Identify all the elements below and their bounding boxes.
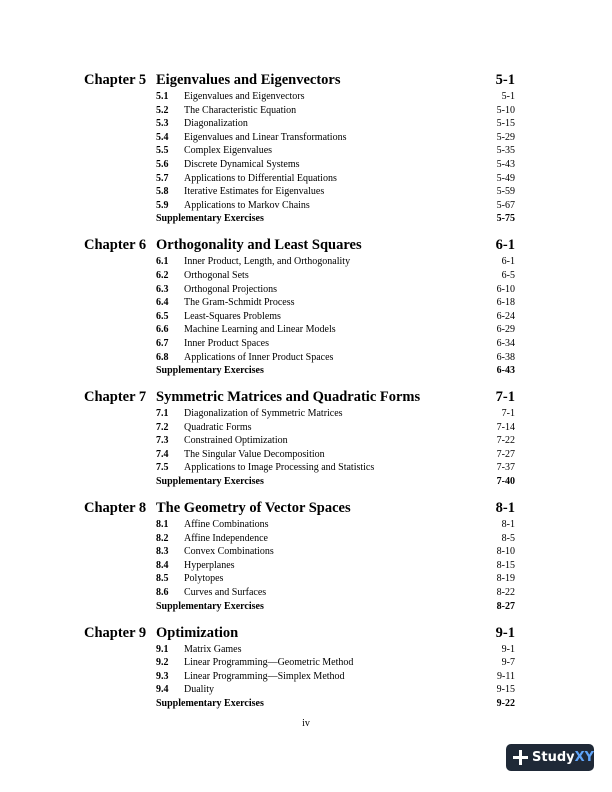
section-number: 8.2 xyxy=(156,532,169,544)
section-page-number: 6-10 xyxy=(496,283,515,295)
supplementary-exercises-entry xyxy=(84,475,515,489)
section-number: 9.3 xyxy=(156,670,169,682)
section-title: Orthogonal Sets xyxy=(184,269,249,281)
section-title: Duality xyxy=(184,684,214,696)
section-title: Applications to Markov Chains xyxy=(184,199,310,211)
studyxy-watermark xyxy=(506,744,594,771)
supplementary-exercises-title: Supplementary Exercises xyxy=(156,698,264,709)
chapter-label: Chapter 9 xyxy=(84,624,147,641)
section-page-number: 7-14 xyxy=(496,421,515,433)
section-number: 6.3 xyxy=(156,283,169,295)
chapter-heading xyxy=(84,623,515,643)
section-title: Convex Combinations xyxy=(184,546,274,558)
chapter-page-number: 8-1 xyxy=(495,500,515,517)
section-page-number: 6-24 xyxy=(496,310,515,322)
section-number: 8.3 xyxy=(156,546,169,558)
section-title: Least-Squares Problems xyxy=(184,310,281,322)
section-entry xyxy=(84,670,515,684)
section-number: 6.6 xyxy=(156,324,169,336)
table-of-contents xyxy=(84,70,515,720)
watermark-brand: Study xyxy=(532,750,575,765)
section-entry xyxy=(84,296,515,310)
section-page-number: 5-49 xyxy=(496,172,515,184)
section-entry xyxy=(84,323,515,337)
chapter-heading xyxy=(84,498,515,518)
chapter-title: Optimization xyxy=(156,624,239,641)
section-page-number: 7-27 xyxy=(496,448,515,460)
section-title: Inner Product, Length, and Orthogonality xyxy=(184,256,351,268)
chapter-page-number: 7-1 xyxy=(495,389,515,406)
supplementary-exercises-page-number: 6-43 xyxy=(496,365,515,377)
section-title: The Characteristic Equation xyxy=(184,104,297,116)
section-entry xyxy=(84,643,515,657)
section-number: 6.7 xyxy=(156,337,169,349)
section-page-number: 5-1 xyxy=(501,91,515,102)
section-number: 5.1 xyxy=(156,91,169,102)
section-entry xyxy=(84,90,515,104)
section-list xyxy=(84,90,515,212)
section-title: Applications to Differential Equations xyxy=(184,172,337,184)
section-page-number: 7-1 xyxy=(501,408,515,420)
supplementary-exercises-page-number: 9-22 xyxy=(496,698,515,709)
chapter-heading xyxy=(84,235,515,255)
supplementary-exercises-entry xyxy=(84,212,515,226)
chapter-page-number: 9-1 xyxy=(495,624,515,641)
section-page-number: 5-10 xyxy=(496,104,515,116)
section-number: 7.3 xyxy=(156,435,169,447)
supplementary-exercises-title: Supplementary Exercises xyxy=(156,600,264,612)
section-page-number: 8-1 xyxy=(501,519,515,531)
chapter-label: Chapter 6 xyxy=(84,237,147,254)
supplementary-exercises-title: Supplementary Exercises xyxy=(156,365,264,377)
watermark-brand-accent: XY xyxy=(574,750,595,765)
section-title: The Singular Value Decomposition xyxy=(184,448,325,460)
section-title: Linear Programming—Simplex Method xyxy=(184,670,345,682)
section-list xyxy=(84,407,515,475)
section-number: 9.2 xyxy=(156,657,169,669)
section-list xyxy=(84,643,515,697)
chapter-block xyxy=(84,70,515,226)
supplementary-exercises-title: Supplementary Exercises xyxy=(156,213,264,225)
section-entry xyxy=(84,559,515,573)
section-title: Hyperplanes xyxy=(184,559,235,571)
section-entry xyxy=(84,683,515,697)
section-title: Complex Eigenvalues xyxy=(184,145,273,157)
plus-icon xyxy=(513,750,528,765)
section-page-number: 9-7 xyxy=(501,657,515,669)
section-entry xyxy=(84,586,515,600)
section-entry xyxy=(84,310,515,324)
section-title: Machine Learning and Linear Models xyxy=(184,324,336,336)
section-entry xyxy=(84,448,515,462)
section-title: Constrained Optimization xyxy=(184,435,288,447)
chapter-label: Chapter 7 xyxy=(84,389,147,406)
section-number: 8.5 xyxy=(156,573,169,585)
section-number: 5.6 xyxy=(156,158,169,170)
section-page-number: 8-15 xyxy=(496,559,515,571)
section-page-number: 6-38 xyxy=(496,351,515,363)
section-page-number: 8-19 xyxy=(496,573,515,585)
section-entry xyxy=(84,421,515,435)
section-number: 5.8 xyxy=(156,186,169,198)
section-entry xyxy=(84,104,515,118)
section-entry xyxy=(84,199,515,213)
section-page-number: 5-67 xyxy=(496,199,515,211)
section-list xyxy=(84,255,515,364)
section-title: Curves and Surfaces xyxy=(184,587,267,599)
section-title: Eigenvalues and Eigenvectors xyxy=(184,91,305,102)
section-page-number: 6-18 xyxy=(496,297,515,309)
chapter-title: Eigenvalues and Eigenvectors xyxy=(156,72,341,88)
section-title: Quadratic Forms xyxy=(184,421,252,433)
section-entry xyxy=(84,461,515,475)
section-entry xyxy=(84,532,515,546)
chapter-page-number: 6-1 xyxy=(495,237,515,254)
supplementary-exercises-page-number: 5-75 xyxy=(496,213,515,225)
section-title: Linear Programming—Geometric Method xyxy=(184,657,354,669)
section-number: 9.4 xyxy=(156,684,169,696)
section-number: 8.1 xyxy=(156,519,169,531)
chapter-heading xyxy=(84,70,515,90)
section-page-number: 8-22 xyxy=(496,587,515,599)
section-number: 6.4 xyxy=(156,297,169,309)
section-number: 6.1 xyxy=(156,256,169,268)
section-title: Matrix Games xyxy=(184,643,242,655)
section-number: 8.6 xyxy=(156,587,169,599)
section-page-number: 8-5 xyxy=(501,532,515,544)
section-number: 5.3 xyxy=(156,118,169,130)
section-number: 5.7 xyxy=(156,172,169,184)
section-page-number: 9-11 xyxy=(497,670,515,682)
section-number: 5.9 xyxy=(156,199,169,211)
section-entry xyxy=(84,144,515,158)
supplementary-exercises-entry xyxy=(84,697,515,711)
chapter-heading xyxy=(84,387,515,407)
section-number: 5.5 xyxy=(156,145,169,157)
section-number: 7.1 xyxy=(156,408,169,420)
supplementary-exercises-page-number: 8-27 xyxy=(496,600,515,612)
section-entry xyxy=(84,255,515,269)
section-entry xyxy=(84,158,515,172)
section-title: Polytopes xyxy=(184,573,224,585)
section-title: Applications to Image Processing and Statistics xyxy=(184,462,375,474)
section-entry xyxy=(84,407,515,421)
section-page-number: 6-29 xyxy=(496,324,515,336)
page-number: iv xyxy=(302,718,310,729)
section-entry xyxy=(84,117,515,131)
section-page-number: 9-1 xyxy=(501,643,515,655)
section-number: 7.4 xyxy=(156,448,169,460)
section-title: Diagonalization of Symmetric Matrices xyxy=(184,408,343,420)
section-entry xyxy=(84,434,515,448)
section-number: 7.2 xyxy=(156,421,169,433)
section-page-number: 9-15 xyxy=(496,684,515,696)
section-entry xyxy=(84,131,515,145)
section-title: The Gram-Schmidt Process xyxy=(184,297,295,309)
section-title: Eigenvalues and Linear Transformations xyxy=(184,131,347,143)
section-title: Affine Combinations xyxy=(184,519,269,531)
section-list xyxy=(84,518,515,600)
chapter-block xyxy=(84,623,515,711)
section-title: Diagonalization xyxy=(184,118,248,130)
section-page-number: 5-15 xyxy=(496,118,515,130)
section-entry xyxy=(84,172,515,186)
supplementary-exercises-title: Supplementary Exercises xyxy=(156,476,264,488)
section-number: 6.8 xyxy=(156,351,169,363)
chapter-title: Orthogonality and Least Squares xyxy=(156,237,362,254)
section-title: Affine Independence xyxy=(184,532,268,544)
section-number: 6.5 xyxy=(156,310,169,322)
section-entry xyxy=(84,351,515,365)
supplementary-exercises-entry xyxy=(84,364,515,378)
section-number: 8.4 xyxy=(156,559,169,571)
section-entry xyxy=(84,185,515,199)
section-page-number: 7-37 xyxy=(496,462,515,474)
chapter-page-number: 5-1 xyxy=(495,72,515,88)
section-title: Orthogonal Projections xyxy=(184,283,278,295)
section-entry xyxy=(84,337,515,351)
section-number: 5.2 xyxy=(156,104,169,116)
section-entry xyxy=(84,269,515,283)
section-page-number: 5-29 xyxy=(496,131,515,143)
section-entry xyxy=(84,656,515,670)
section-page-number: 7-22 xyxy=(496,435,515,447)
chapter-block xyxy=(84,498,515,614)
section-page-number: 6-34 xyxy=(496,337,515,349)
section-page-number: 5-35 xyxy=(496,145,515,157)
section-number: 6.2 xyxy=(156,269,169,281)
section-page-number: 6-5 xyxy=(501,269,515,281)
chapter-label: Chapter 8 xyxy=(84,500,147,517)
section-title: Applications of Inner Product Spaces xyxy=(184,351,334,363)
watermark-text xyxy=(532,744,594,771)
supplementary-exercises-page-number: 7-40 xyxy=(496,476,515,488)
chapter-title: The Geometry of Vector Spaces xyxy=(156,500,351,517)
section-number: 5.4 xyxy=(156,131,169,143)
section-title: Inner Product Spaces xyxy=(184,337,269,349)
section-entry xyxy=(84,518,515,532)
section-title: Iterative Estimates for Eigenvalues xyxy=(184,186,325,198)
chapter-block xyxy=(84,235,515,378)
section-number: 7.5 xyxy=(156,462,169,474)
supplementary-exercises-entry xyxy=(84,600,515,614)
section-number: 9.1 xyxy=(156,643,169,655)
chapter-block xyxy=(84,387,515,489)
chapter-title: Symmetric Matrices and Quadratic Forms xyxy=(156,389,421,406)
section-entry xyxy=(84,572,515,586)
section-page-number: 6-1 xyxy=(501,256,515,268)
chapter-label: Chapter 5 xyxy=(84,72,147,88)
section-page-number: 5-43 xyxy=(496,158,515,170)
section-title: Discrete Dynamical Systems xyxy=(184,158,300,170)
section-page-number: 8-10 xyxy=(496,546,515,558)
section-entry xyxy=(84,545,515,559)
section-page-number: 5-59 xyxy=(496,186,515,198)
section-entry xyxy=(84,283,515,297)
